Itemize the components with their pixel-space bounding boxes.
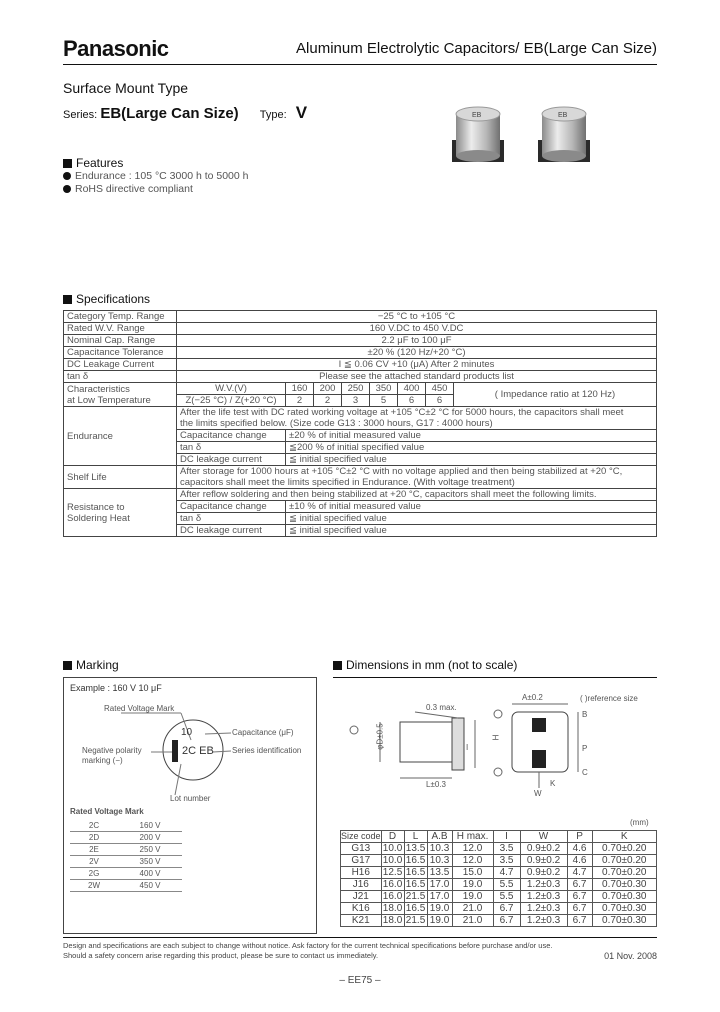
table-cell: 12.5: [382, 867, 403, 878]
table-cell: 0.70±0.30: [592, 879, 656, 891]
table-row: 2E 250 V: [70, 844, 182, 856]
table-cell: 1.2±0.3: [520, 891, 567, 903]
table-row: 2D 200 V: [70, 832, 182, 844]
side-view: [380, 712, 475, 778]
page-number: – EE75 –: [339, 975, 381, 986]
table-cell: 10.3: [427, 843, 452, 855]
table-cell: 16.0: [382, 879, 403, 890]
label-d: φD±0.5: [375, 723, 385, 750]
marking-example: Example : 160 V 10 μF: [70, 683, 162, 693]
label-p: P: [582, 744, 588, 753]
series-suffix: (Large Can Size): [121, 105, 239, 122]
table-cell: 21.0: [452, 903, 493, 915]
product-photo: [448, 100, 608, 168]
table-cell: 4.6: [567, 843, 592, 855]
cap-text-line2: 2C EB: [182, 745, 214, 757]
table-row: 2C 160 V: [70, 820, 182, 832]
table-row: [341, 903, 657, 915]
table-cell: G13: [341, 843, 382, 855]
table-cell: 19.0: [452, 879, 493, 891]
table-cell: 0.70±0.20: [592, 867, 656, 879]
table-row: 2G 400 V: [70, 868, 182, 880]
table-cell: 0.9±0.2: [520, 843, 567, 855]
table-cell: 15.0: [452, 867, 493, 879]
series-label: Series:: [63, 109, 98, 121]
table-cell: 6.7: [567, 903, 592, 915]
lot-number-label: Lot number: [170, 794, 211, 803]
photo-mark-1: EB: [472, 112, 482, 119]
specifications-table: [63, 310, 657, 537]
type-label: Type:: [259, 109, 287, 121]
label-w: W: [534, 789, 542, 798]
table-cell: J21: [341, 891, 382, 903]
polarity-marking-label: marking (−): [82, 756, 123, 765]
bullet-icon: [63, 172, 71, 180]
label-ab: A±0.2: [522, 693, 543, 702]
table-cell: 6.7: [567, 879, 592, 891]
endurance-row: DC leakage current ≦ initial specified value: [64, 454, 657, 466]
table-cell: 16.5: [405, 879, 426, 890]
table-cell: G17: [341, 855, 382, 867]
marking-heading: Marking: [63, 658, 119, 672]
spec-row: Nominal Cap. Range 2.2 μF to 100 μF: [64, 335, 657, 347]
table-cell: K16: [341, 903, 382, 915]
series-name: EB: [100, 105, 122, 122]
polarity-bar: [172, 740, 178, 762]
table-cell: 21.0: [452, 915, 493, 927]
table-cell: 1.2±0.3: [520, 879, 567, 891]
reference-size-note: ( )reference size: [580, 694, 638, 703]
table-row: [341, 855, 657, 867]
table-cell: 3.5: [493, 843, 520, 855]
lowtemp-row: Z(−25 °C) / Z(+20 °C) 2 2 3 5 6 6: [64, 395, 657, 407]
cap-text-line1: 10: [181, 727, 193, 738]
table-cell: 1.2±0.3: [520, 903, 567, 915]
negative-polarity-label: Negative polarity: [82, 746, 142, 755]
table-cell: 19.0: [452, 891, 493, 903]
solder-row: DC leakage current ≦ initial specified value: [64, 525, 657, 537]
table-cell: 13.5: [405, 843, 426, 854]
series-identification-label: Series identification: [232, 746, 302, 755]
table-row: [341, 843, 657, 855]
rated-voltage-mark-label: Rated Voltage Mark: [104, 704, 175, 713]
endurance-row: Endurance After the life test with DC rated working voltage at +105 °C±2 °C for 5000 hours, the capacitors shall meet the limits specified below. (Size code G13 : 3000 hours, G17 : 4000 hours): [64, 407, 657, 430]
table-cell: 3.5: [493, 855, 520, 867]
capacitor-image-2: [538, 107, 590, 162]
dimension-drawing: [340, 690, 610, 810]
publication-date: 01 Nov. 2008: [604, 951, 657, 961]
rated-voltage-table: [70, 820, 182, 892]
table-cell: 0.9±0.2: [520, 855, 567, 867]
dimensions-heading: Dimensions in mm (not to scale): [333, 658, 517, 672]
table-cell: 4.7: [493, 867, 520, 879]
table-cell: 6.7: [493, 915, 520, 927]
table-cell: 21.5: [405, 891, 426, 902]
rated-voltage-heading: Rated Voltage Mark: [70, 807, 144, 816]
dimensions-rule: [333, 677, 657, 678]
label-h: H: [491, 734, 501, 741]
table-row: [341, 879, 657, 891]
table-cell: 18.0: [382, 915, 403, 926]
table-cell: 19.0: [427, 903, 452, 915]
bullet-icon: [63, 185, 71, 193]
table-cell: 19.0: [427, 915, 452, 927]
table-row: [341, 891, 657, 903]
feature-item: RoHS directive compliant: [63, 183, 193, 196]
crosshair-icon: [350, 726, 358, 734]
spec-row: Rated W.V. Range 160 V.DC to 450 V.DC: [64, 323, 657, 335]
brand-logo: Panasonic: [63, 36, 169, 61]
table-cell: 17.0: [427, 891, 452, 903]
table-cell: 4.7: [567, 867, 592, 879]
table-cell: 4.6: [567, 855, 592, 867]
footer-rule: [63, 937, 657, 938]
table-cell: H16: [341, 867, 382, 879]
label-tmax: 0.3 max.: [426, 703, 457, 712]
feature-item: Endurance : 105 °C 3000 h to 5000 h: [63, 170, 249, 183]
table-cell: K21: [341, 915, 382, 927]
table-cell: 0.70±0.30: [592, 915, 656, 927]
endurance-row: tan δ ≦200 % of initial specified value: [64, 442, 657, 454]
shelf-row: Shelf Life After storage for 1000 hours at +105 °C±2 °C with no voltage applied and then being stabilized at +20 °C, capacitors shall meet the limits specified in Endurance. (With voltage treatment): [64, 466, 657, 489]
table-cell: 10.0: [382, 855, 403, 866]
table-cell: 10.3: [427, 855, 452, 867]
table-cell: 18.0: [382, 903, 403, 914]
dimensions-table: [340, 830, 657, 927]
table-cell: 16.0: [382, 891, 403, 902]
solder-row: tan δ ≦ initial specified value: [64, 513, 657, 525]
bottom-view: [512, 704, 578, 788]
table-cell: 16.5: [405, 867, 426, 878]
table-cell: 0.70±0.20: [592, 855, 656, 867]
type-value: V: [295, 103, 308, 122]
table-row: 2V 350 V: [70, 856, 182, 868]
table-cell: 17.0: [427, 879, 452, 891]
mount-type: Surface Mount Type: [63, 80, 189, 96]
solder-row: Capacitance change ±10 % of initial measured value: [64, 501, 657, 513]
table-cell: 10.0: [382, 843, 403, 854]
table-cell: 13.5: [427, 867, 452, 879]
table-cell: 0.70±0.30: [592, 903, 656, 915]
label-i: I: [466, 743, 469, 752]
table-cell: 0.9±0.2: [520, 867, 567, 879]
header-rule: [63, 64, 657, 65]
document-title: Aluminum Electrolytic Capacitors/ EB(Large Can Size): [296, 40, 657, 57]
series-line: [63, 103, 307, 123]
table-cell: 6.7: [567, 891, 592, 903]
lowtemp-row: Characteristics at Low Temperature W.V.(V) 160 200 250 350 400 450 ( Impedance ratio at 120 Hz): [64, 383, 657, 395]
footer-notes: [63, 941, 552, 961]
table-cell: 6.7: [493, 903, 520, 915]
table-cell: 0.70±0.20: [592, 843, 656, 855]
label-l: L±0.3: [426, 780, 446, 789]
features-heading: Features: [63, 156, 123, 170]
footer-disclaimer: Design and specifications are each subject to change without notice. Ask factory for the current technical specifications before purchase and/or use.: [63, 941, 553, 950]
label-b: B: [582, 710, 588, 719]
table-cell: 5.5: [493, 891, 520, 903]
table-cell: 12.0: [452, 843, 493, 855]
table-cell: 16.5: [405, 855, 426, 866]
table-cell: 0.70±0.30: [592, 891, 656, 903]
capacitance-label: Capacitance (μF): [232, 728, 294, 737]
capacitor-image-1: [452, 107, 504, 162]
table-cell: 16.5: [405, 903, 426, 914]
table-header-row: Size code D L A.B H max. I W P K: [341, 831, 657, 843]
label-k: K: [550, 779, 556, 788]
spec-row: tan δ Please see the attached standard products list: [64, 371, 657, 383]
endurance-row: Capacitance change ±20 % of initial measured value: [64, 430, 657, 442]
table-cell: 21.5: [405, 915, 426, 926]
table-cell: 5.5: [493, 879, 520, 891]
table-cell: 6.7: [567, 915, 592, 927]
table-row: [341, 915, 657, 927]
unit-label: (mm): [630, 818, 649, 827]
table-row: 2W 450 V: [70, 880, 182, 892]
photo-mark-2: EB: [558, 112, 568, 119]
spec-row: DC Leakage Current I ≦ 0.06 CV +10 (μA) After 2 minutes: [64, 359, 657, 371]
solder-row: Resistance to Soldering Heat After reflow soldering and then being stabilized at +20 °C, capacitors shall meet the following limits.: [64, 489, 657, 501]
crosshair-icon: [494, 768, 502, 776]
table-cell: 12.0: [452, 855, 493, 867]
spec-row: Category Temp. Range −25 °C to +105 °C: [64, 311, 657, 323]
spec-row: Capacitance Tolerance ±20 % (120 Hz/+20 °C): [64, 347, 657, 359]
specifications-heading: Specifications: [63, 292, 150, 306]
label-c: C: [582, 768, 588, 777]
footer-safety: Should a safety concern arise regarding this product, please be sure to contact us immediately.: [63, 951, 379, 960]
table-cell: 1.2±0.3: [520, 915, 567, 927]
table-cell: J16: [341, 879, 382, 891]
crosshair-icon: [494, 710, 502, 718]
table-row: [341, 867, 657, 879]
